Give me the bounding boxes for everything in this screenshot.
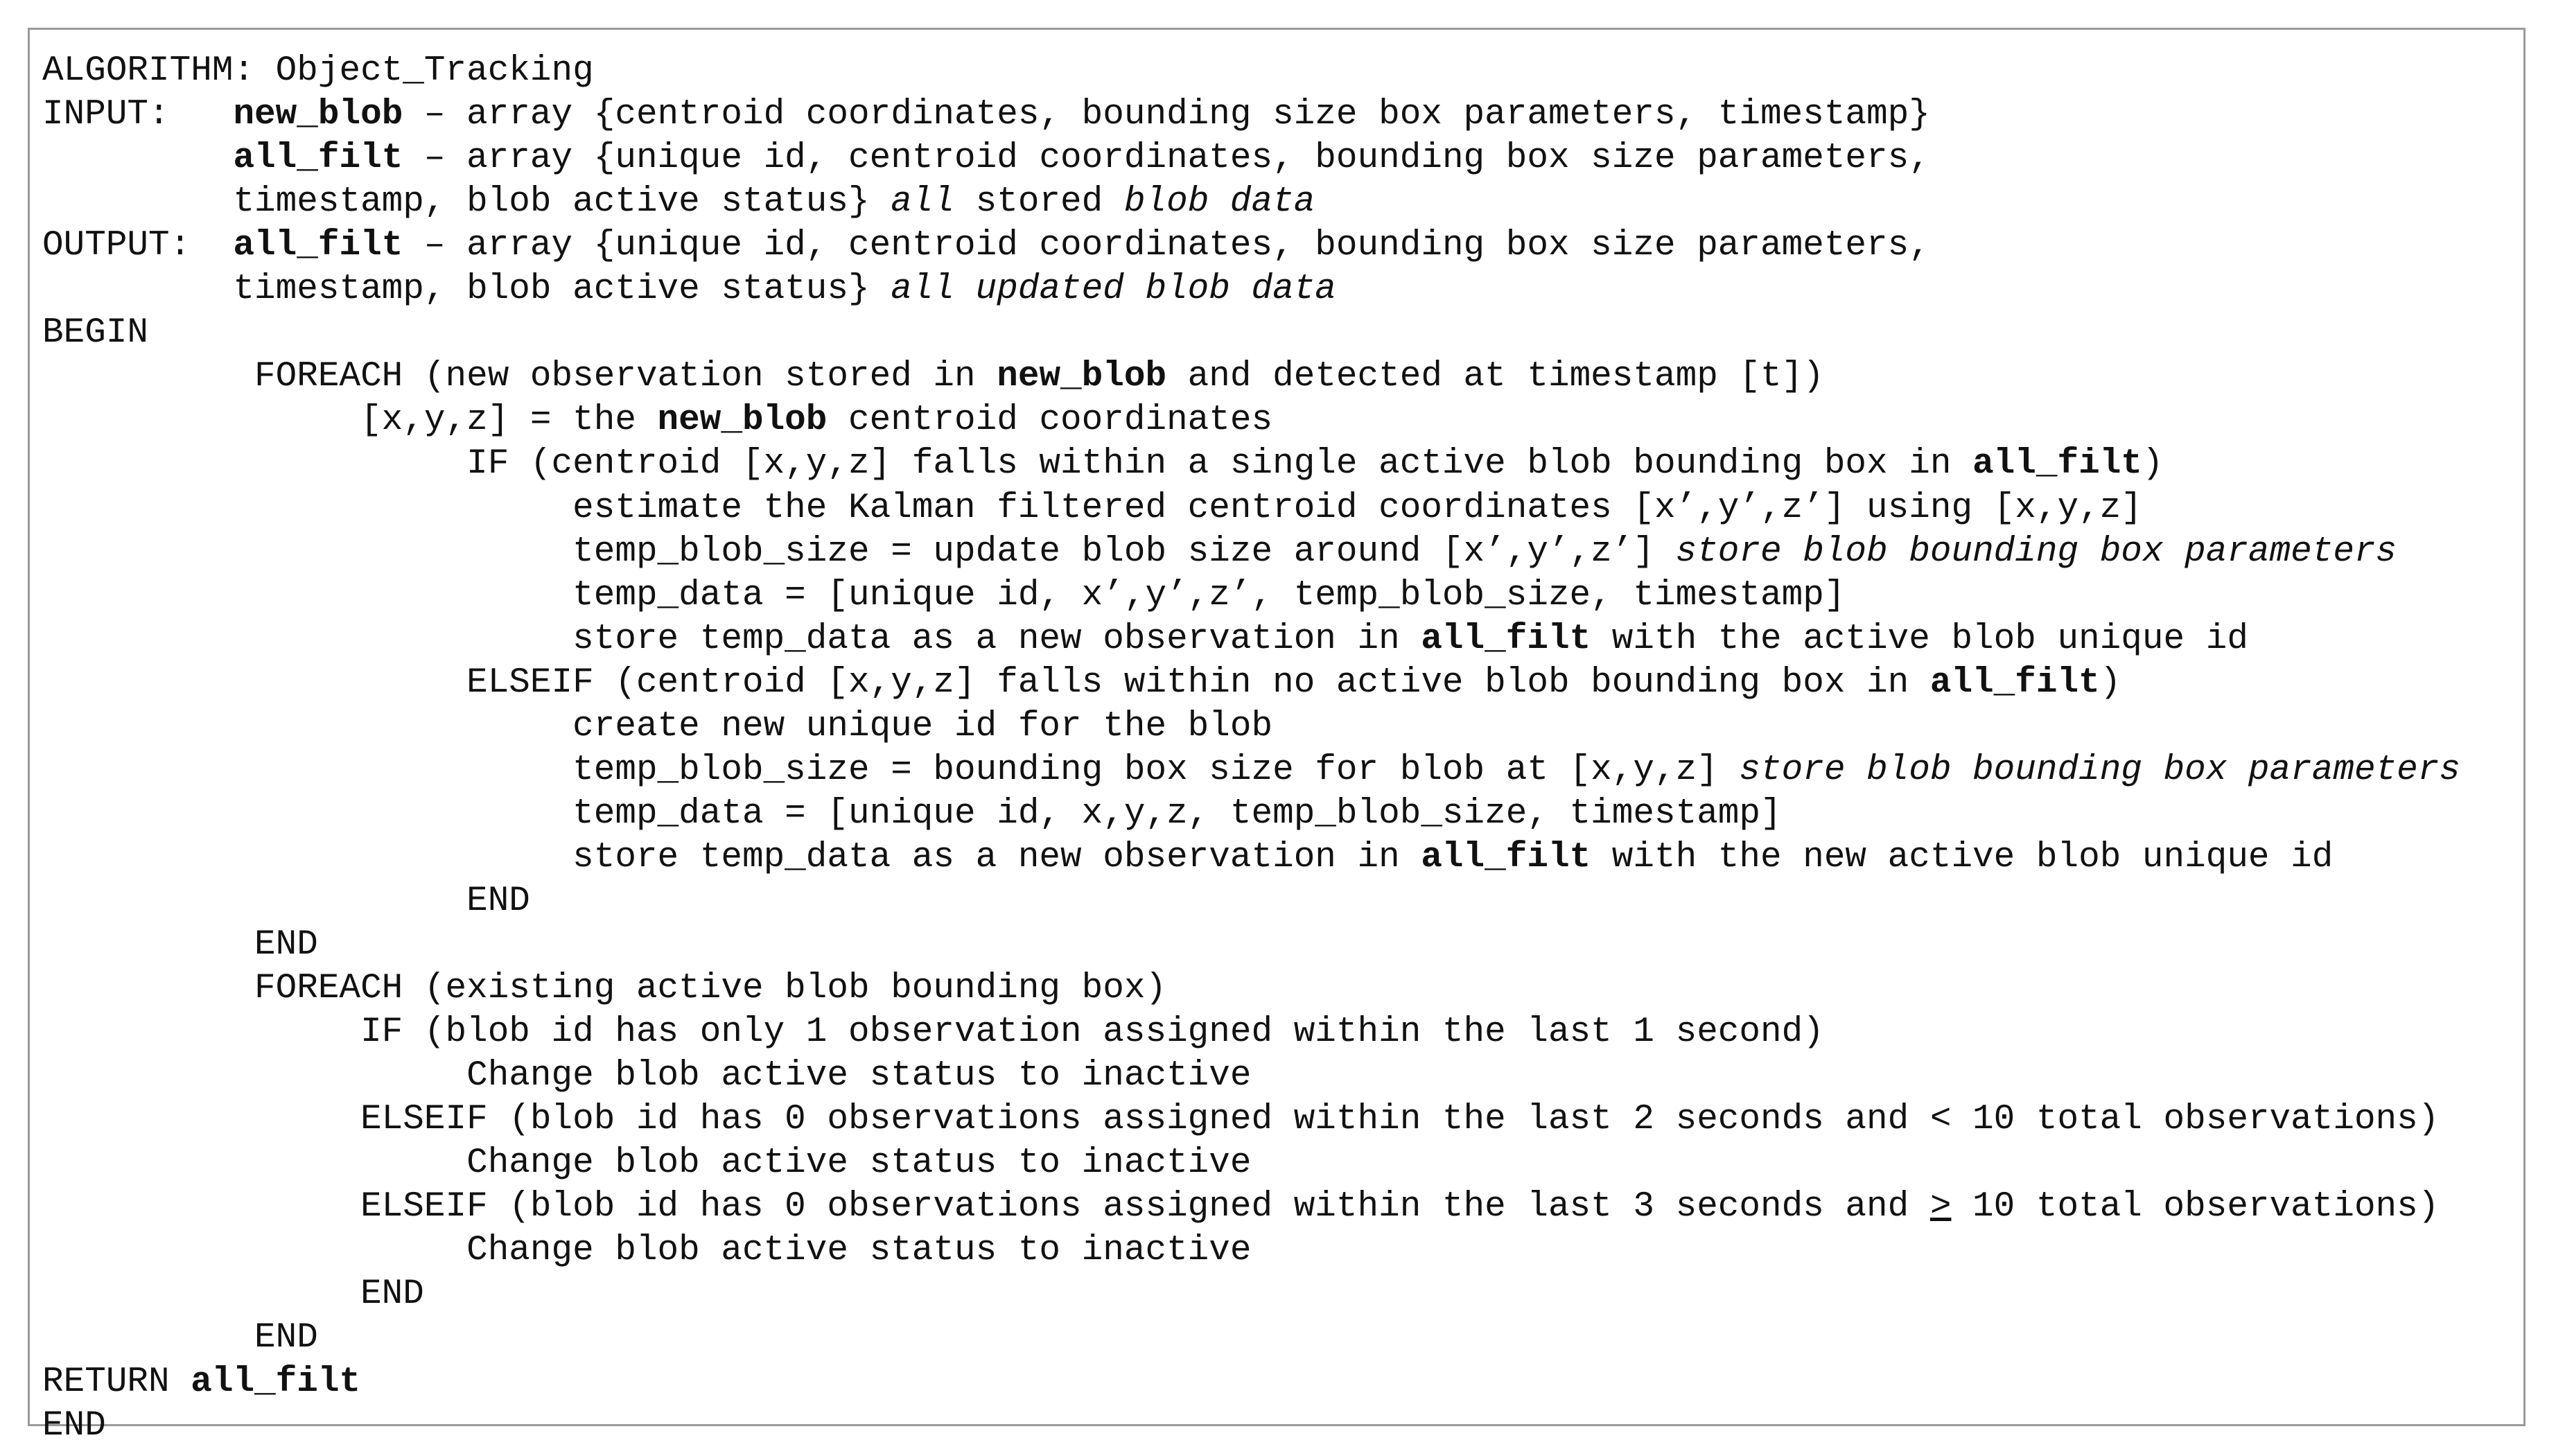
- algorithm-line: [42, 661, 2121, 705]
- code-text: END: [42, 1405, 106, 1446]
- code-text: ELSEIF (centroid [x,y,z] falls within no active blob bounding box in: [42, 663, 1930, 703]
- algorithm-line: [42, 1098, 2439, 1141]
- comment-text: all updated blob data: [891, 270, 1336, 310]
- algorithm-line: [42, 486, 2142, 530]
- code-text: FOREACH (existing active blob bounding box): [42, 969, 1167, 1009]
- code-text: RETURN: [42, 1362, 191, 1402]
- algorithm-line: [42, 792, 1782, 836]
- code-text: with the active blob unique id: [1591, 619, 2248, 659]
- code-text: – array {unique id, centroid coordinates, bounding box size parameters,: [403, 226, 1930, 266]
- code-text: FOREACH (new observation stored in: [42, 357, 997, 397]
- code-text: Change blob active status to inactive: [42, 1231, 1252, 1271]
- code-text: [42, 139, 233, 178]
- code-text: BEGIN: [42, 313, 149, 353]
- algorithm-line: [42, 180, 1315, 224]
- code-text: and detected at timestamp [t]): [1166, 357, 1824, 397]
- algorithm-line: [42, 137, 1930, 180]
- code-text: END: [42, 881, 530, 921]
- keyword-variable: all_filt: [233, 226, 403, 266]
- code-text: IF (centroid [x,y,z] falls within a single active blob bounding box in: [42, 444, 1973, 484]
- algorithm-line: [42, 442, 2164, 486]
- keyword-variable: new_blob: [997, 357, 1167, 397]
- algorithm-line: [42, 398, 1272, 442]
- comment-text: all: [891, 182, 955, 222]
- code-text: create new unique id for the blob: [42, 706, 1273, 746]
- code-text: ): [2142, 444, 2164, 484]
- comment-text: store blob bounding box parameters: [1739, 750, 2460, 790]
- code-text: with the new active blob unique id: [1591, 837, 2334, 877]
- keyword-variable: all_filt: [1929, 663, 2100, 703]
- code-text: ELSEIF (blob id has 0 observations assigned within the last 2 seconds and < 10 total observations): [42, 1100, 2440, 1140]
- comment-text: blob data: [1123, 182, 1315, 222]
- code-text: 10 total observations): [1951, 1187, 2440, 1227]
- algorithm-line: [42, 93, 1930, 137]
- code-text: store temp_data as a new observation in: [42, 619, 1421, 659]
- code-text: store temp_data as a new observation in: [42, 837, 1421, 877]
- keyword-variable: all_filt: [1972, 444, 2142, 484]
- algorithm-line: [42, 267, 1336, 311]
- code-text: IF (blob id has only 1 observation assigned within the last 1 second): [42, 1012, 1824, 1053]
- algorithm-line: [42, 617, 2248, 661]
- algorithm-line: [42, 1054, 1251, 1098]
- code-text: INPUT:: [42, 95, 234, 135]
- algorithm-line: [42, 1141, 1251, 1185]
- code-text: ALGORITHM: Object_Tracking: [42, 51, 594, 91]
- algorithm-line: [42, 355, 1824, 398]
- code-text: >: [1929, 1187, 1952, 1227]
- algorithm-line: [42, 705, 1272, 748]
- keyword-variable: all_filt: [233, 139, 403, 179]
- code-text: centroid coordinates: [827, 401, 1273, 441]
- algorithm-line: [42, 1185, 2439, 1229]
- algorithm-line: [42, 1229, 1251, 1272]
- code-text: Change blob active status to inactive: [42, 1056, 1252, 1096]
- code-text: OUTPUT:: [42, 226, 234, 266]
- keyword-variable: new_blob: [233, 95, 403, 135]
- code-text: timestamp, blob active status}: [42, 182, 891, 222]
- algorithm-line: [42, 1316, 318, 1360]
- algorithm-line: [42, 574, 1845, 617]
- code-text: END: [42, 925, 318, 965]
- algorithm-line: [42, 311, 148, 355]
- code-text: ELSEIF (blob id has 0 observations assigned within the last 3 seconds and: [42, 1187, 1930, 1227]
- algorithm-line: [42, 1360, 360, 1404]
- algorithm-line: [42, 530, 2397, 574]
- code-text: estimate the Kalman filtered centroid coordinates [x’,y’,z’] using [x,y,z]: [42, 488, 2142, 528]
- comment-text: store blob bounding box parameters: [1675, 532, 2397, 572]
- code-text: temp_blob_size = bounding box size for blob at [x,y,z]: [42, 750, 1740, 790]
- code-text: ): [2099, 663, 2121, 703]
- keyword-variable: all_filt: [191, 1362, 361, 1402]
- algorithm-line: [42, 836, 2333, 879]
- code-text: stored: [954, 182, 1124, 222]
- keyword-variable: new_blob: [657, 401, 828, 441]
- algorithm-line: [42, 967, 1166, 1010]
- algorithm-line: [42, 49, 594, 93]
- algorithm-box: [28, 28, 2526, 1446]
- algorithm-line: [42, 1010, 1824, 1054]
- algorithm-line: [42, 923, 318, 967]
- keyword-variable: all_filt: [1421, 619, 1591, 659]
- code-text: timestamp, blob active status}: [42, 270, 891, 310]
- code-text: – array {centroid coordinates, bounding size box parameters, timestamp}: [403, 95, 1930, 135]
- code-text: [x,y,z] = the: [42, 401, 658, 441]
- code-text: Change blob active status to inactive: [42, 1143, 1252, 1184]
- code-text: END: [42, 1274, 424, 1315]
- algorithm-line: [42, 224, 1930, 267]
- code-text: temp_data = [unique id, x,y,z, temp_blob_size, timestamp]: [42, 793, 1782, 834]
- algorithm-line: [42, 879, 530, 923]
- algorithm-line: [42, 748, 2460, 792]
- algorithm-line: [42, 1272, 424, 1316]
- keyword-variable: all_filt: [1421, 837, 1591, 877]
- code-text: temp_data = [unique id, x’,y’,z’, temp_blob_size, timestamp]: [42, 575, 1846, 615]
- code-text: END: [42, 1318, 318, 1358]
- code-text: – array {unique id, centroid coordinates, bounding box size parameters,: [403, 139, 1930, 179]
- algorithm-line: [42, 1404, 106, 1448]
- code-text: temp_blob_size = update blob size around [x’,y’,z’]: [42, 532, 1676, 572]
